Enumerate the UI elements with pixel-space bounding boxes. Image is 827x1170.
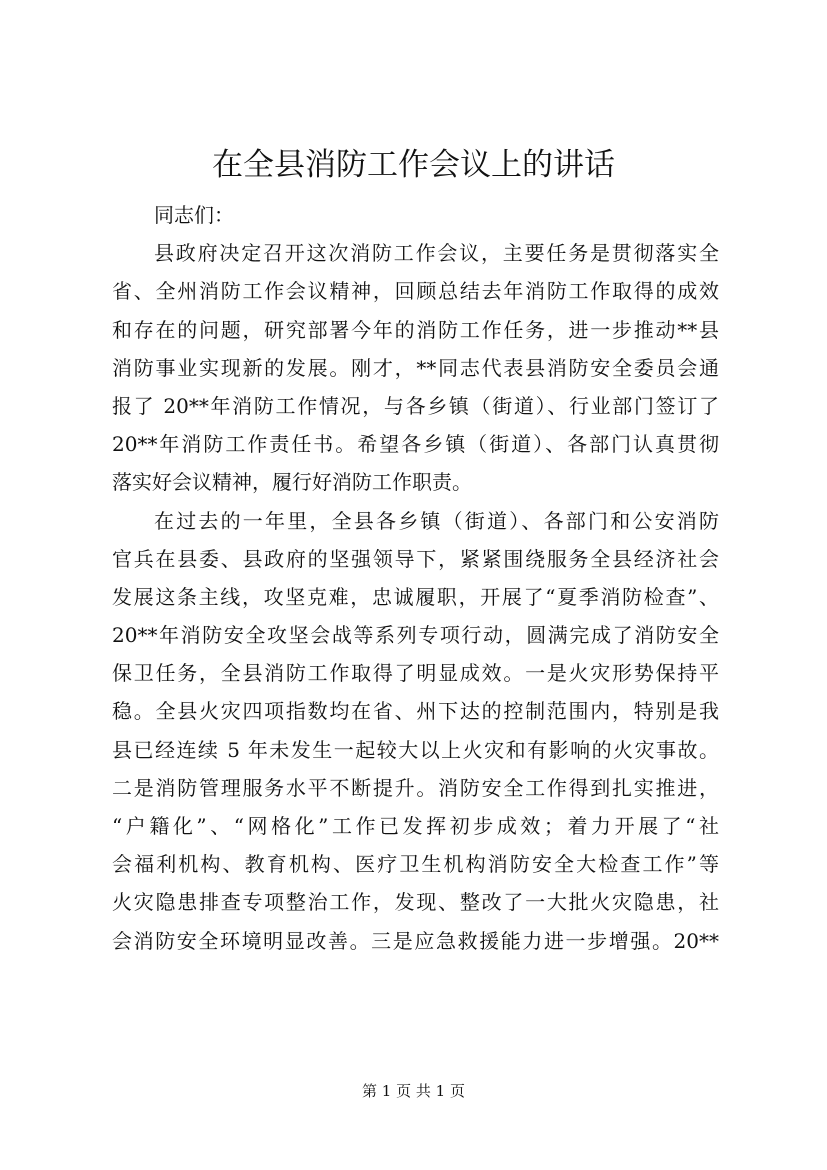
paragraph-2-line-8: 二是消防管理服务水平不断提升。消防安全工作得到扎实推进， xyxy=(112,775,719,800)
paragraph-1-line-7: 落实好会议精神，履行好消防工作职责。 xyxy=(112,470,472,495)
paragraph-2-line-3: 发展这条主线，攻坚克难，忠诚履职，开展了“夏季消防检查”、 xyxy=(112,584,719,609)
paragraph-2-line-9: “户籍化”、“网格化”工作已发挥初步成效；着力开展了“社 xyxy=(112,814,719,838)
paragraph-2-line-2: 官兵在县委、县政府的坚强领导下，紧紧围绕服务全县经济社会 xyxy=(112,546,719,571)
paragraph-2-line-5: 保卫任务，全县消防工作取得了明显成效。一是火灾形势保持平 xyxy=(112,661,719,686)
paragraph-2-line-6: 稳。全县火灾四项指数均在省、州下达的控制范围内，特别是我 xyxy=(112,699,719,724)
paragraph-2-line-7: 县已经连续 5 年未发生一起较大以上火灾和有影响的火灾事故。 xyxy=(112,737,719,762)
paragraph-1-line-4: 消防事业实现新的发展。刚才，**同志代表县消防安全委员会通 xyxy=(112,355,719,380)
paragraph-2-line-11: 火灾隐患排查专项整治工作，发现、整改了一大批火灾隐患，社 xyxy=(112,890,719,915)
paragraph-2-line-4: 20**年消防安全攻坚会战等系列专项行动，圆满完成了消防安全 xyxy=(112,623,719,648)
salutation-line: 同志们： xyxy=(154,203,234,227)
document-title: 在全县消防工作会议上的讲话 xyxy=(212,147,615,183)
paragraph-1-line-5: 报了 20**年消防工作情况，与各乡镇（街道）、行业部门签订了 xyxy=(112,393,719,418)
paragraph-1-line-3: 和存在的问题，研究部署今年的消防工作任务，进一步推动**县 xyxy=(112,317,719,342)
paragraph-2-line-12: 会消防安全环境明显改善。三是应急救援能力进一步增强。20** xyxy=(112,928,719,953)
paragraph-2-line-10: 会福利机构、教育机构、医疗卫生机构消防安全大检查工作”等 xyxy=(112,852,719,877)
paragraph-1-line-1: 县政府决定召开这次消防工作会议，主要任务是贯彻落实全 xyxy=(154,241,719,266)
paragraph-1-line-6: 20**年消防工作责任书。希望各乡镇（街道）、各部门认真贯彻 xyxy=(112,432,719,457)
document-body xyxy=(112,196,719,960)
paragraph-1-line-2: 省、全州消防工作会议精神，回顾总结去年消防工作取得的成效 xyxy=(112,279,719,304)
page-number-footer: 第 1 页 共 1 页 xyxy=(362,1082,465,1100)
paragraph-2-line-1: 在过去的一年里，全县各乡镇（街道）、各部门和公安消防 xyxy=(154,508,719,533)
